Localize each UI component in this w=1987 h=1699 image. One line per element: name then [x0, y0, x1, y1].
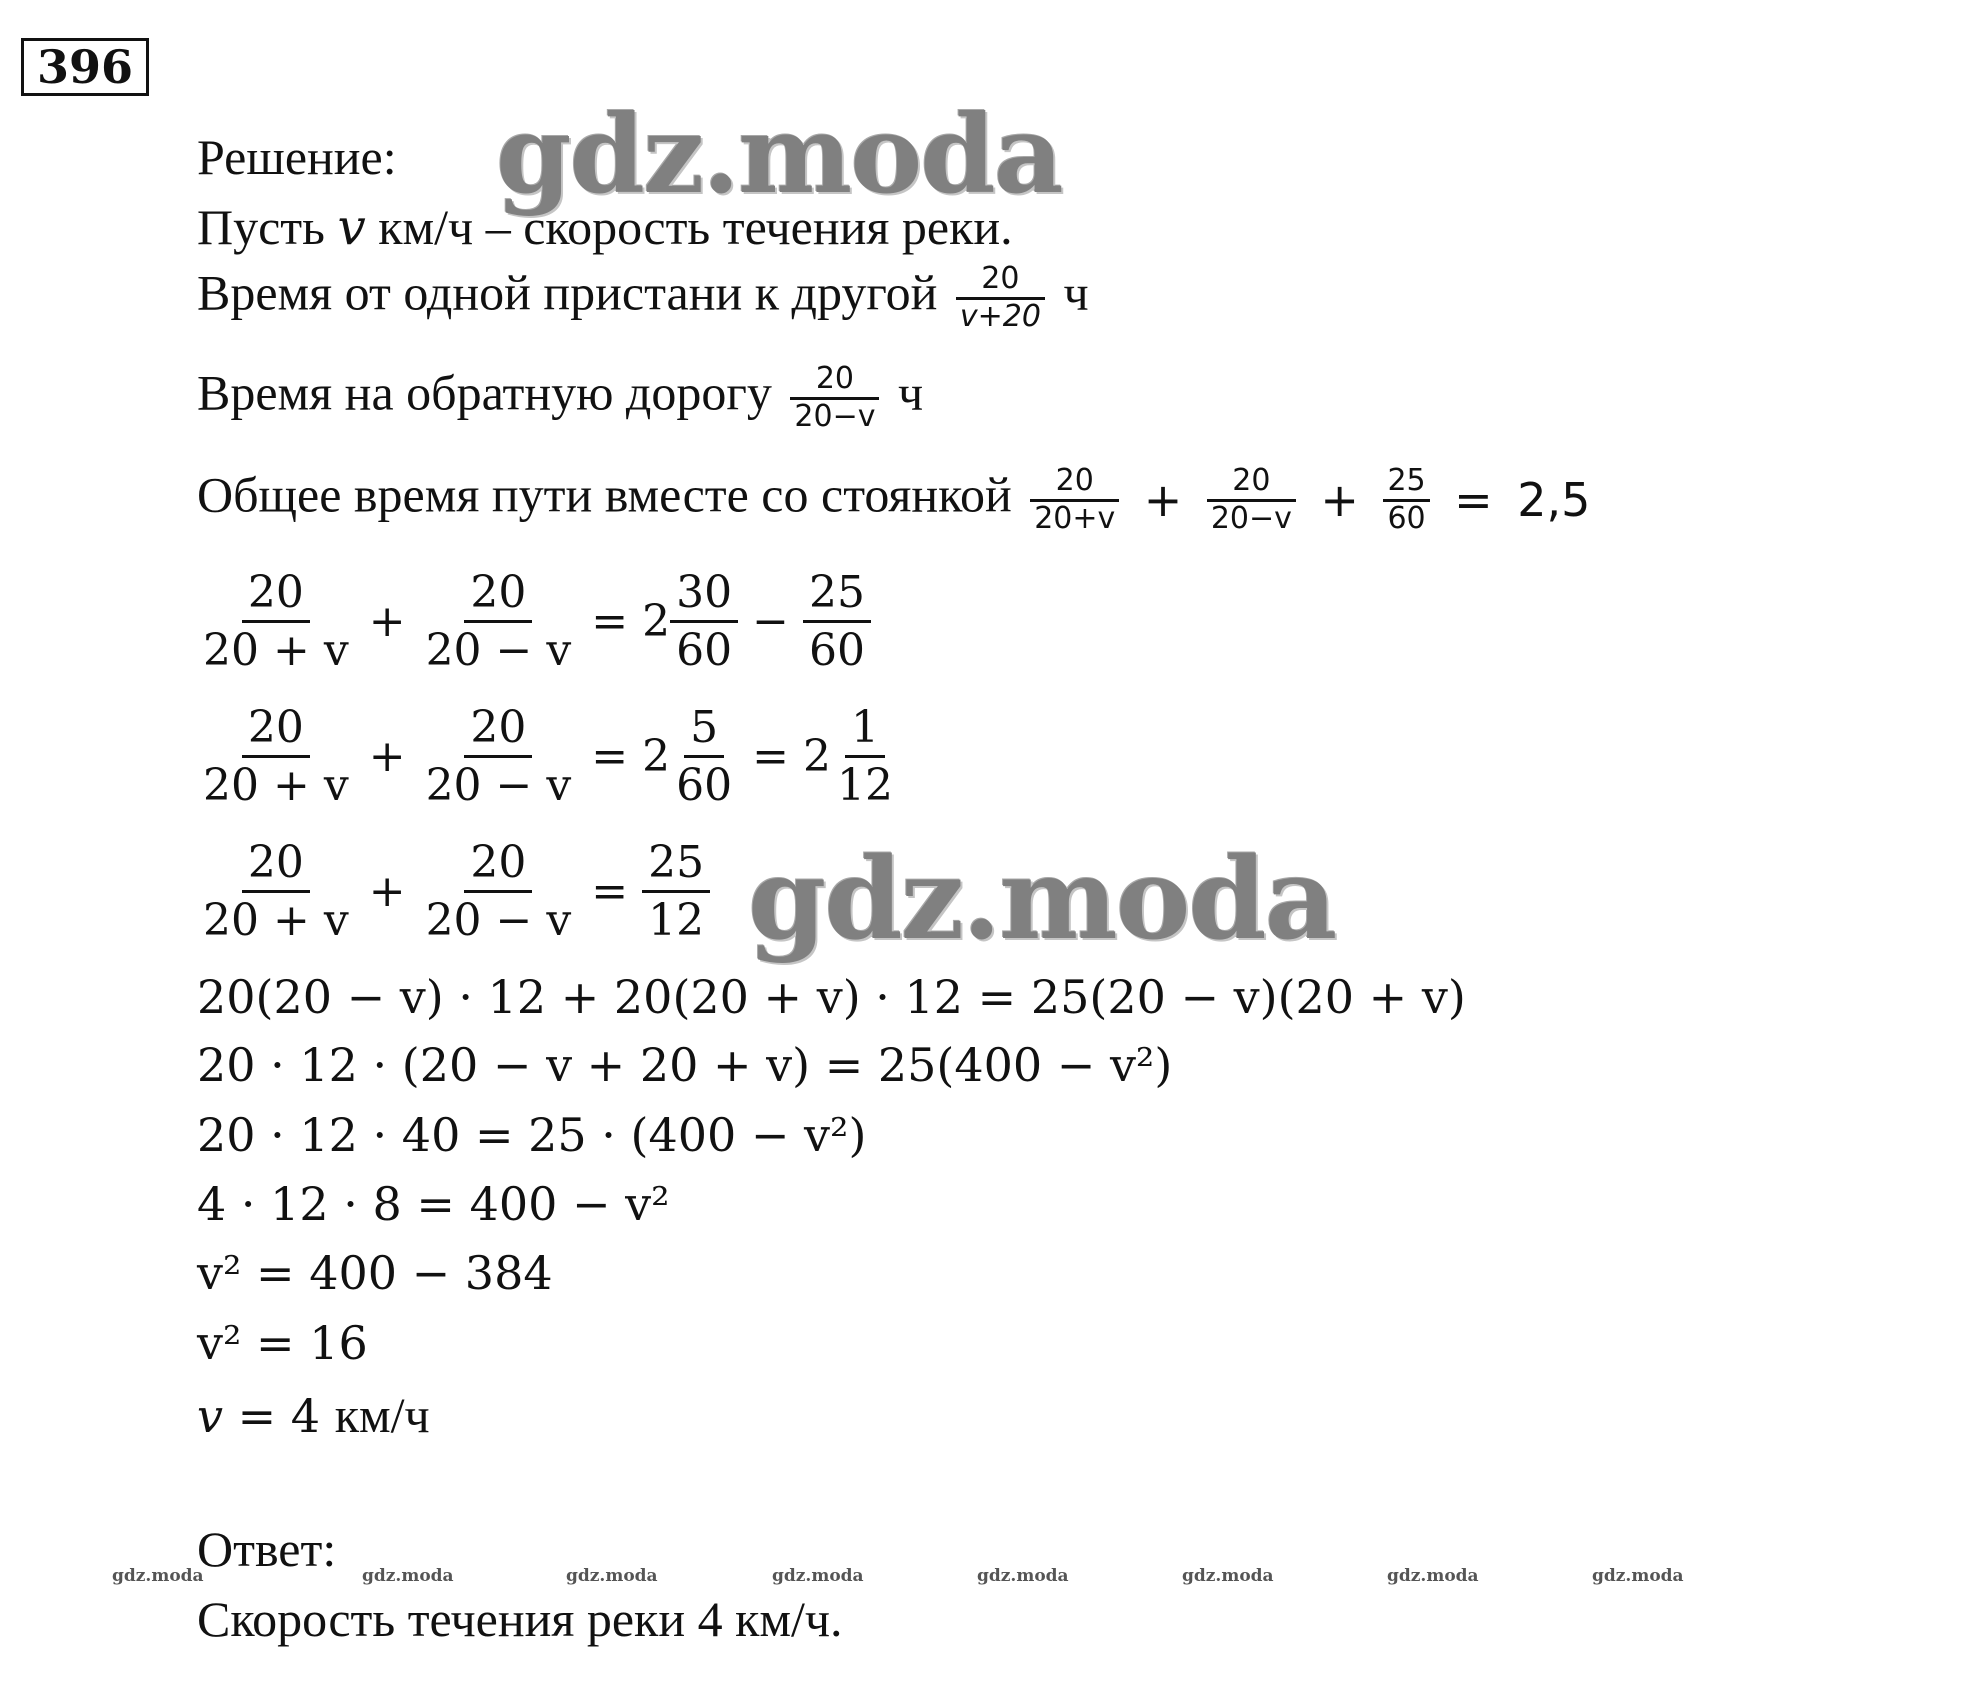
- final-result-line: [197, 1386, 430, 1444]
- watermark-small-4: gdz.moda: [772, 1566, 864, 1586]
- eq2-fraction-a: [197, 700, 355, 813]
- total-fraction-1: [1030, 464, 1119, 536]
- equation-1: [197, 565, 871, 678]
- total-fraction-3: [1383, 464, 1429, 536]
- eq3-fraction-a: [197, 835, 355, 948]
- time-there-line: [197, 262, 1089, 334]
- eq1-whole: 2: [642, 596, 671, 647]
- total-time-text: Общее время пути вместе со стоянкой: [197, 466, 1012, 523]
- plus-sign: +: [368, 596, 406, 647]
- watermark-small-2: gdz.moda: [362, 1566, 454, 1586]
- time-there-unit: ч: [1063, 264, 1089, 321]
- derivation-line-4: 4 · 12 · 8 = 400 − v²: [197, 1177, 670, 1231]
- fraction-denominator: 20 + v: [203, 895, 349, 946]
- final-eq: =: [237, 1389, 277, 1443]
- intro-line: [197, 198, 1013, 256]
- fraction-denominator: v+20: [959, 298, 1041, 334]
- total-time-line: [197, 464, 1596, 536]
- eq1-fraction-a: [197, 565, 355, 678]
- derivation-line-5: v² = 400 − 384: [197, 1246, 553, 1300]
- fraction-numerator: 25: [803, 565, 871, 623]
- fraction-denominator: 60: [676, 625, 733, 676]
- fraction-denominator: 12: [837, 760, 893, 811]
- eq1-fraction-b: [420, 565, 578, 678]
- fraction-denominator: 60: [809, 625, 865, 676]
- eq2-fraction-b: [420, 700, 578, 813]
- fraction-denominator: 20 − v: [425, 760, 572, 811]
- fraction-denominator: 60: [676, 760, 733, 811]
- final-value: 4: [290, 1389, 321, 1443]
- eq1-rhs-fraction: [670, 565, 738, 678]
- eq2-whole-2: 2: [803, 731, 831, 782]
- plus-sign: +: [1320, 473, 1359, 527]
- intro-post: км/ч – скорость течения реки.: [378, 199, 1013, 255]
- final-var: v: [197, 1389, 223, 1443]
- fraction-numerator: 20: [242, 700, 310, 758]
- fraction-denominator: 60: [1387, 500, 1426, 536]
- equals-sign: =: [591, 866, 629, 917]
- fraction-numerator: 20: [464, 565, 532, 623]
- time-back-line: [197, 362, 923, 434]
- time-there-fraction: [956, 262, 1045, 334]
- minus-sign: −: [752, 596, 789, 647]
- watermark-small-3: gdz.moda: [566, 1566, 658, 1586]
- plus-sign: +: [1143, 473, 1183, 527]
- answer-label: Ответ:: [197, 1521, 337, 1577]
- fraction-denominator: 20 − v: [425, 895, 572, 946]
- total-rhs: 2,5: [1517, 473, 1591, 527]
- fraction-numerator: 20: [242, 835, 310, 893]
- equals-sign: =: [591, 596, 629, 647]
- fraction-numerator: 20: [1207, 464, 1296, 502]
- problem-number: 396: [21, 38, 149, 96]
- equals-sign: =: [1454, 473, 1493, 527]
- fraction-denominator: 20 − v: [425, 625, 572, 676]
- fraction-denominator: 12: [648, 895, 705, 946]
- equals-sign: =: [752, 731, 789, 782]
- eq3-fraction-b: [420, 835, 578, 948]
- watermark-middle: gdz.moda: [748, 834, 1336, 965]
- watermark-small-5: gdz.moda: [977, 1566, 1069, 1586]
- fraction-numerator: 20: [464, 835, 532, 893]
- watermark-small-8: gdz.moda: [1592, 1566, 1684, 1586]
- fraction-numerator: 1: [845, 700, 885, 758]
- derivation-line-6: v² = 16: [197, 1316, 368, 1370]
- eq2-whole-1: 2: [642, 731, 671, 782]
- derivation-line-1: 20(20 − v) · 12 + 20(20 + v) · 12 = 25(20 − v)(20 + v): [197, 970, 1466, 1024]
- watermark-top: gdz.moda: [496, 92, 1062, 218]
- plus-sign: +: [368, 731, 406, 782]
- final-unit: км/ч: [334, 1387, 430, 1443]
- fraction-denominator: 20−v: [1210, 500, 1292, 536]
- eq2-rhs-fraction-1: [670, 700, 738, 813]
- derivation-line-2: 20 · 12 · (20 − v + 20 + v) = 25(400 − v²): [197, 1038, 1173, 1092]
- eq3-rhs-fraction: [642, 835, 710, 948]
- fraction-numerator: 25: [642, 835, 710, 893]
- fraction-numerator: 25: [1383, 464, 1429, 502]
- derivation-line-3: 20 · 12 · 40 = 25 · (400 − v²): [197, 1108, 867, 1162]
- answer-text: Скорость течения реки 4 км/ч.: [197, 1591, 843, 1647]
- time-back-text: Время на обратную дорогу: [197, 364, 772, 421]
- watermark-small-1: gdz.moda: [112, 1566, 204, 1586]
- fraction-denominator: 20−v: [794, 398, 876, 434]
- fraction-denominator: 20 + v: [203, 625, 349, 676]
- fraction-numerator: 20: [1030, 464, 1119, 502]
- fraction-numerator: 5: [684, 700, 724, 758]
- intro-var: v: [337, 198, 366, 256]
- time-back-unit: ч: [897, 364, 924, 421]
- fraction-numerator: 20: [242, 565, 310, 623]
- fraction-numerator: 20: [790, 362, 879, 400]
- time-back-fraction: [790, 362, 879, 434]
- fraction-numerator: 20: [464, 700, 532, 758]
- fraction-numerator: 30: [670, 565, 738, 623]
- eq2-rhs-fraction-2: [831, 700, 899, 813]
- solution-label: Решение:: [197, 129, 397, 185]
- time-there-text: Время от одной пристани к другой: [197, 264, 938, 321]
- fraction-denominator: 20 + v: [203, 760, 349, 811]
- plus-sign: +: [368, 866, 406, 917]
- equation-3: [197, 835, 710, 948]
- total-fraction-2: [1207, 464, 1296, 536]
- equation-2: [197, 700, 899, 813]
- intro-pre: Пусть: [197, 199, 325, 255]
- equals-sign: =: [591, 731, 629, 782]
- fraction-numerator: 20: [956, 262, 1045, 300]
- watermark-small-7: gdz.moda: [1387, 1566, 1479, 1586]
- fraction-denominator: 20+v: [1034, 500, 1116, 536]
- eq1-sub-fraction: [803, 565, 871, 678]
- watermark-small-6: gdz.moda: [1182, 1566, 1274, 1586]
